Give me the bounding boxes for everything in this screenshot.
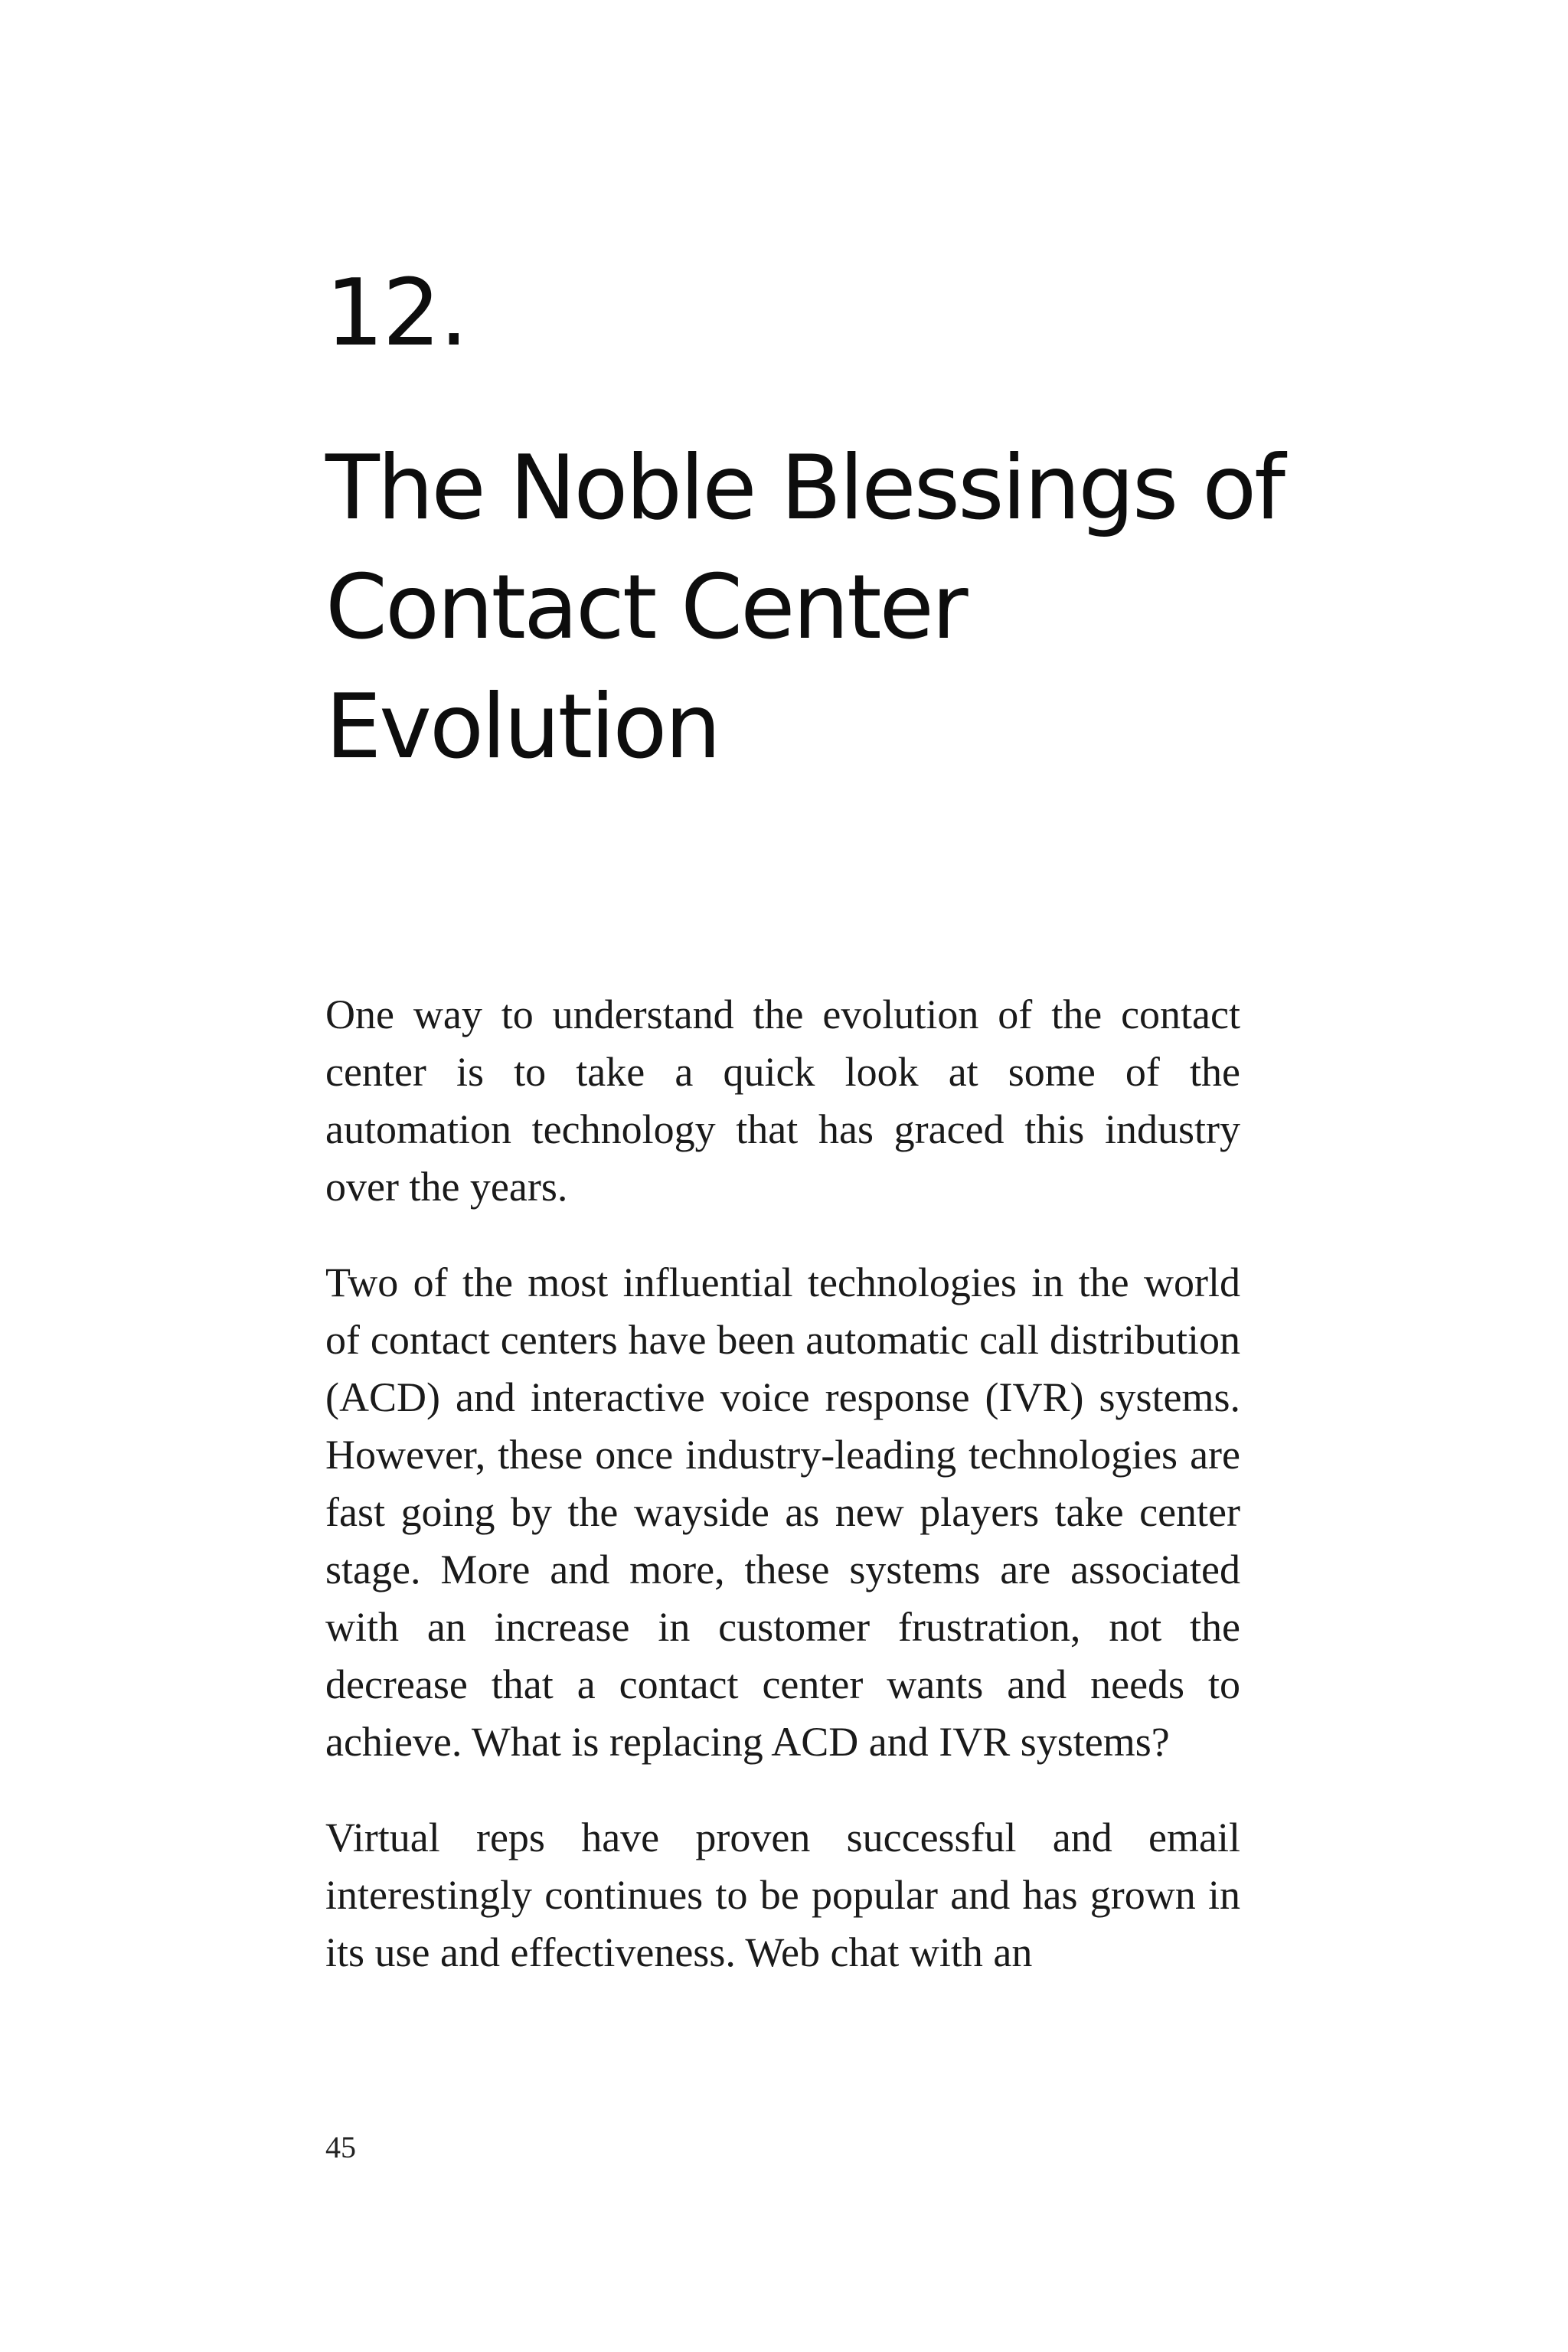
paragraph-2: Two of the most influential technologies in the world of contact centers have been automatic call distribution (ACD) and interactive voice response (IVR) systems. However, these once industry-leading technologies are fast going by the wayside as new players take center stage. More and more, these systems are associated with an increase in customer frustration, not the decrease that a contact center wants and needs to achieve. What is replacing ACD and IVR systems? [325, 1259, 1240, 1765]
chapter-title: The Noble Blessings of Contact Center Evolution [325, 436, 1284, 779]
chapter-number: 12. [325, 260, 467, 367]
paragraph-3: Virtual reps have proven successful and email interestingly continues to be popular and has grown in its use and effectiveness. Web chat with an [325, 1815, 1240, 1975]
body-text [325, 986, 1240, 1981]
page-number: 45 [325, 2130, 356, 2164]
paragraph-1: One way to understand the evolution of the contact center is to take a quick look at some of the automation technology that has graced this industry over the years. [325, 991, 1240, 1210]
